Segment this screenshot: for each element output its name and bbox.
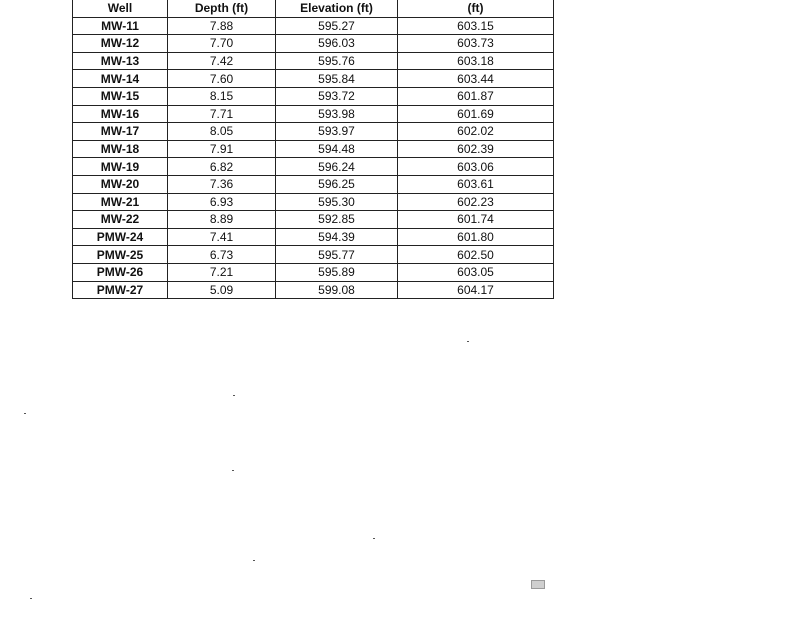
elevation-cell: 596.25: [276, 175, 398, 193]
table-row: [73, 87, 554, 105]
table-row: [73, 281, 554, 299]
table-row: [73, 17, 554, 35]
elevation-cell: 595.84: [276, 70, 398, 88]
elevation-cell: 595.89: [276, 263, 398, 281]
depth-cell: 7.91: [168, 140, 276, 158]
depth-cell: 7.42: [168, 52, 276, 70]
elevation-cell: 593.97: [276, 123, 398, 141]
well-cell: PMW-25: [73, 246, 168, 264]
well-data-table: [72, 0, 554, 299]
table-row: [73, 193, 554, 211]
depth-cell: 7.70: [168, 35, 276, 53]
well-cell: MW-12: [73, 35, 168, 53]
well-cell: PMW-24: [73, 228, 168, 246]
well-cell: MW-19: [73, 158, 168, 176]
well-cell: MW-11: [73, 17, 168, 35]
ft-cell: 603.44: [398, 70, 554, 88]
well-cell: MW-22: [73, 211, 168, 229]
scan-speck: [24, 413, 26, 414]
header-well: Well: [73, 0, 168, 17]
ft-cell: 601.69: [398, 105, 554, 123]
ft-cell: 603.18: [398, 52, 554, 70]
header-depth: Depth (ft): [168, 0, 276, 17]
well-cell: MW-18: [73, 140, 168, 158]
table-row: [73, 158, 554, 176]
depth-cell: 8.15: [168, 87, 276, 105]
table-row: [73, 175, 554, 193]
ft-cell: 601.87: [398, 87, 554, 105]
ft-cell: 601.74: [398, 211, 554, 229]
depth-cell: 5.09: [168, 281, 276, 299]
header-elevation: Elevation (ft): [276, 0, 398, 17]
scan-speck: [30, 598, 32, 599]
elevation-cell: 594.48: [276, 140, 398, 158]
ft-cell: 602.50: [398, 246, 554, 264]
depth-cell: 7.21: [168, 263, 276, 281]
table-row: [73, 123, 554, 141]
well-cell: MW-14: [73, 70, 168, 88]
scan-speck: [373, 538, 375, 539]
ft-cell: 603.73: [398, 35, 554, 53]
depth-cell: 7.36: [168, 175, 276, 193]
elevation-cell: 595.76: [276, 52, 398, 70]
depth-cell: 6.73: [168, 246, 276, 264]
elevation-cell: 596.24: [276, 158, 398, 176]
table-row: [73, 211, 554, 229]
elevation-cell: 594.39: [276, 228, 398, 246]
table-row: [73, 246, 554, 264]
table-row: [73, 35, 554, 53]
depth-cell: 7.88: [168, 17, 276, 35]
ft-cell: 602.02: [398, 123, 554, 141]
depth-cell: 6.93: [168, 193, 276, 211]
table-row: [73, 228, 554, 246]
well-cell: MW-17: [73, 123, 168, 141]
ft-cell: 603.61: [398, 175, 554, 193]
scan-speck: [233, 395, 235, 396]
table-row: [73, 105, 554, 123]
ft-cell: 603.06: [398, 158, 554, 176]
elevation-cell: 595.30: [276, 193, 398, 211]
scan-artifact-mark: [531, 580, 545, 589]
depth-cell: 8.05: [168, 123, 276, 141]
ft-cell: 602.39: [398, 140, 554, 158]
ft-cell: 603.05: [398, 263, 554, 281]
well-cell: MW-15: [73, 87, 168, 105]
elevation-cell: 595.27: [276, 17, 398, 35]
depth-cell: 6.82: [168, 158, 276, 176]
scan-speck: [467, 341, 469, 342]
table-row: [73, 70, 554, 88]
ft-cell: 604.17: [398, 281, 554, 299]
table-row: [73, 140, 554, 158]
ft-cell: 602.23: [398, 193, 554, 211]
header-row: [73, 0, 554, 17]
well-cell: PMW-27: [73, 281, 168, 299]
elevation-cell: 593.72: [276, 87, 398, 105]
scan-speck: [232, 470, 234, 471]
scan-speck: [253, 560, 255, 561]
elevation-cell: 592.85: [276, 211, 398, 229]
table-row: [73, 52, 554, 70]
well-cell: MW-16: [73, 105, 168, 123]
depth-cell: 8.89: [168, 211, 276, 229]
elevation-cell: 593.98: [276, 105, 398, 123]
ft-cell: 601.80: [398, 228, 554, 246]
well-cell: MW-20: [73, 175, 168, 193]
ft-cell: 603.15: [398, 17, 554, 35]
well-cell: MW-13: [73, 52, 168, 70]
elevation-cell: 595.77: [276, 246, 398, 264]
well-cell: PMW-26: [73, 263, 168, 281]
elevation-cell: 596.03: [276, 35, 398, 53]
depth-cell: 7.41: [168, 228, 276, 246]
depth-cell: 7.71: [168, 105, 276, 123]
table-row: [73, 263, 554, 281]
header-ft: (ft): [398, 0, 554, 17]
well-cell: MW-21: [73, 193, 168, 211]
elevation-cell: 599.08: [276, 281, 398, 299]
depth-cell: 7.60: [168, 70, 276, 88]
